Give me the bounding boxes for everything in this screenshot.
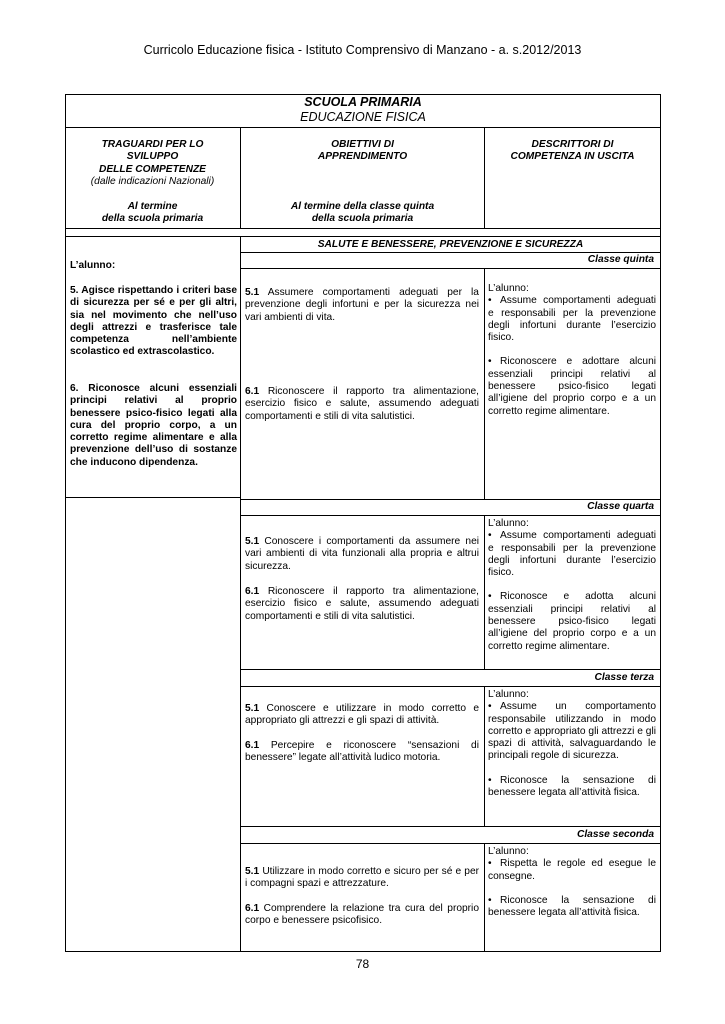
objective-5: 5.1 Conoscere e utilizzare in modo corretto e appropriato gli attrezzi e gli spazi di attività. (245, 703, 479, 727)
title-divider (65, 127, 661, 128)
bullet-icon (488, 530, 500, 541)
table-border-right (660, 94, 661, 951)
bullet-icon (488, 591, 500, 602)
objective-5: 5.1 Utilizzare in modo corretto e sicuro per sé e per i compagni spazi e attrezzature. (245, 866, 479, 890)
bullet-icon (488, 858, 500, 869)
traguardi-bottom (65, 497, 241, 498)
class-label-divider (240, 686, 661, 687)
body-top-line-left (65, 236, 241, 237)
bullet-icon (488, 356, 500, 367)
class-label: Classe terza (594, 672, 654, 683)
traguardi-intro: L’alunno: (70, 260, 116, 271)
page-header: Curricolo Educazione fisica - Istituto Comprensivo di Manzano - a. s.2012/2013 (143, 43, 582, 57)
descriptor-cell: L’alunno: • Assume comportamenti adeguati e responsabili per la prevenzione degli infortuni durante l’esercizio fisico. • Riconosce e adotta alcuni essenziali principi relativi al benessere psico-fisico legati all’igiene del proprio corpo e a un corretto regime alimentare. (488, 518, 656, 653)
class-row-divider (240, 826, 661, 827)
descriptor-cell: L’alunno: • Assume comportamenti adeguati e responsabili per la prevenzione degli infortuni durante l’esercizio fisico. • Riconoscere e adottare alcuni essenziali principi relativi al benessere psico-fisico legati all’igiene del proprio corpo e a un corretto regime alimentare. (488, 283, 656, 418)
body-col-divider-2 (484, 515, 485, 669)
class-label-divider (240, 843, 661, 844)
school-title: SCUOLA PRIMARIA (304, 95, 422, 109)
traguardo-5: 5. Agisce rispettando i criteri base di sicurezza per sé e per gli altri, sia nel movimento che nell’uso degli attrezzi e trasferisce tale competenza nell’ambiente scolastico ed extrascolastico. (70, 285, 237, 358)
class-label-divider (240, 268, 661, 269)
class-label: Classe seconda (576, 829, 654, 840)
body-top-line-right (240, 236, 661, 237)
bullet-icon (488, 895, 500, 906)
col2-subheader: Al termine della classe quinta della scuola primaria (290, 201, 435, 225)
section-divider (240, 252, 661, 253)
objective-6: 6.1 Comprendere la relazione tra cura del proprio corpo e benessere psicofisico. (245, 903, 479, 927)
traguardo-6: 6. Riconosce alcuni essenziali principi relativi al proprio benessere psico-fisico legati alla cura del proprio corpo, a un corretto regime alimentare e alla prevenzione dell’uso di sostanze che inducono dipendenza. (70, 383, 237, 468)
class-row-divider (240, 669, 661, 670)
objective-6: 6.1 Percepire e riconoscere “sensazioni di benessere” legate all’attività ludico motoria. (245, 740, 479, 764)
objective-5: 5.1 Conoscere i comportamenti da assumere nei vari ambienti di vita funzionali alla propria e altrui sicurezza. (245, 536, 479, 572)
col2-header: OBIETTIVI DI APPRENDIMENTO (317, 139, 408, 163)
descriptor-cell: L’alunno: • Rispetta le regole ed esegue le consegne. • Riconosce la sensazione di benessere legata all’attività fisica. (488, 846, 656, 919)
body-col-divider-2 (484, 686, 485, 826)
page-number: 78 (355, 957, 370, 971)
class-label: Classe quarta (587, 501, 654, 512)
class-row-divider (240, 499, 661, 500)
bullet-icon (488, 701, 500, 712)
table-border-bottom (65, 951, 661, 952)
bullet-icon (488, 295, 500, 306)
body-col-divider-2 (484, 843, 485, 951)
col3-header: DESCRITTORI DI COMPETENZA IN USCITA (510, 139, 635, 163)
header-col-divider-2 (484, 127, 485, 228)
objective-5: 5.1 Assumere comportamenti adeguati per la prevenzione degli infortuni e per la sicurezza nei vari ambienti di vita. (245, 287, 479, 323)
class-label-divider (240, 515, 661, 516)
header-col-divider-1 (240, 127, 241, 228)
descriptor-cell: L’alunno: • Assume un comportamento responsabile utilizzando in modo corretto e appropriato gli attrezzi e gli spazi di attività, salvaguardando le principali regole di sicurezza. • Riconosce la sensazione di benessere legata all’attività fisica. (488, 689, 656, 799)
subject-title: EDUCAZIONE FISICA (300, 110, 426, 124)
objective-6: 6.1 Riconoscere il rapporto tra alimentazione, esercizio fisico e salute, assumendo adeguati comportamenti e stili di vita salutistici. (245, 386, 479, 422)
objective-6: 6.1 Riconoscere il rapporto tra alimentazione, esercizio fisico e salute, assumendo adeguati comportamenti e stili di vita salutistici. (245, 586, 479, 622)
table-border-left (65, 94, 66, 951)
col1-subheader: Al termine della scuola primaria (101, 201, 204, 225)
section-title: SALUTE E BENESSERE, PREVENZIONE E SICUREZZA (317, 239, 584, 250)
body-col-divider-2 (484, 268, 485, 499)
class-label: Classe quinta (587, 254, 654, 265)
bullet-icon (488, 775, 500, 786)
col1-header: TRAGUARDI PER LO SVILUPPO DELLE COMPETENZE (dalle indicazioni Nazionali) (90, 139, 215, 187)
header-row-divider (65, 228, 661, 229)
